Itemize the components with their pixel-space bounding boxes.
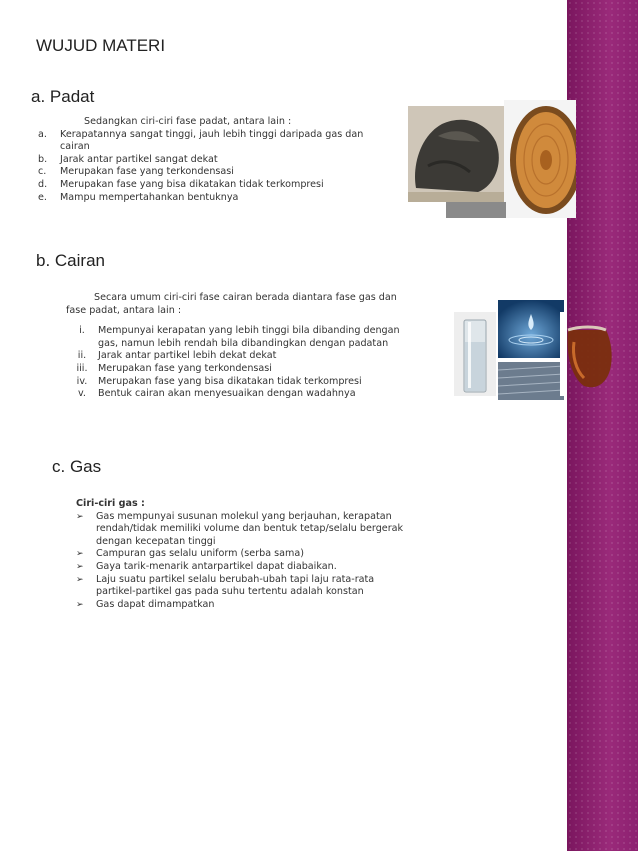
- list-item: i. Mempunyai kerapatan yang lebih tinggi bila dibanding dengan: [79, 325, 400, 337]
- list-item: ii. Jarak antar partikel lebih dekat dekat: [77, 350, 277, 362]
- list-item: partikel-partikel gas pada suhu tertentu adalah konstan: [96, 586, 364, 598]
- list-item: ➢ Gas dapat dimampatkan: [76, 598, 215, 610]
- list-item: iv. Merupakan fase yang bisa dikatakan tidak terkompresi: [76, 375, 362, 387]
- cairan-list: [66, 292, 442, 401]
- metal-photo: [446, 202, 506, 218]
- cairan-intro-line1: Secara umum ciri-ciri fase cairan berada diantara fase gas dan: [94, 292, 397, 303]
- list-item: ➢ Laju suatu partikel selalu berubah-ubah tapi laju rata-rata: [76, 573, 375, 585]
- page-title: WUJUD MATERI: [36, 36, 166, 55]
- padat-intro: Sedangkan ciri-ciri fase padat, antara lain :: [84, 116, 292, 127]
- list-item: e. Mampu mempertahankan bentuknya: [38, 191, 239, 203]
- list-item: gas, namun lebih rendah bila dibandingkan dengan padatan: [98, 337, 389, 349]
- list-item: d. Merupakan fase yang bisa dikatakan tidak terkompresi: [38, 178, 324, 190]
- list-item: ➢ Campuran gas selalu uniform (serba sama): [76, 548, 304, 560]
- padat-list: [38, 116, 400, 204]
- water-drop-photo: [498, 300, 564, 358]
- wood-log-photo: [504, 100, 576, 218]
- rock-photo: [408, 106, 504, 202]
- cairan-intro-line2: fase padat, antara lain :: [66, 304, 182, 316]
- decorative-sidebar: [567, 0, 638, 851]
- heading-padat: a. Padat: [31, 87, 95, 106]
- gas-lead: Ciri-ciri gas :: [76, 498, 145, 509]
- list-item: rendah/tidak memiliki volume dan bentuk tetap/selalu bergerak: [96, 523, 404, 535]
- list-item: ➢ Gas mempunyai susunan molekul yang berjauhan, kerapatan: [76, 510, 392, 522]
- heading-gas: c. Gas: [52, 457, 102, 476]
- water-surface-photo: [498, 362, 564, 400]
- list-item: ➢ Gaya tarik-menarik antarpartikel dapat diabaikan.: [76, 560, 337, 572]
- tea-jug-photo-overlay: [562, 312, 617, 392]
- heading-cairan: b. Cairan: [36, 251, 105, 270]
- list-item: iii. Merupakan fase yang terkondensasi: [76, 362, 272, 374]
- list-item: b. Jarak antar partikel sangat dekat: [38, 153, 218, 165]
- list-item: dengan kecepatan tinggi: [96, 535, 216, 547]
- list-item: v. Bentuk cairan akan menyesuaikan dengan wadahnya: [78, 388, 356, 400]
- list-item: cairan: [60, 141, 90, 153]
- gas-list: [76, 498, 450, 611]
- list-item: a. Kerapatannya sangat tinggi, jauh lebih tinggi daripada gas dan: [38, 128, 364, 140]
- water-glass-photo: [454, 312, 496, 396]
- list-item: c. Merupakan fase yang terkondensasi: [38, 166, 234, 178]
